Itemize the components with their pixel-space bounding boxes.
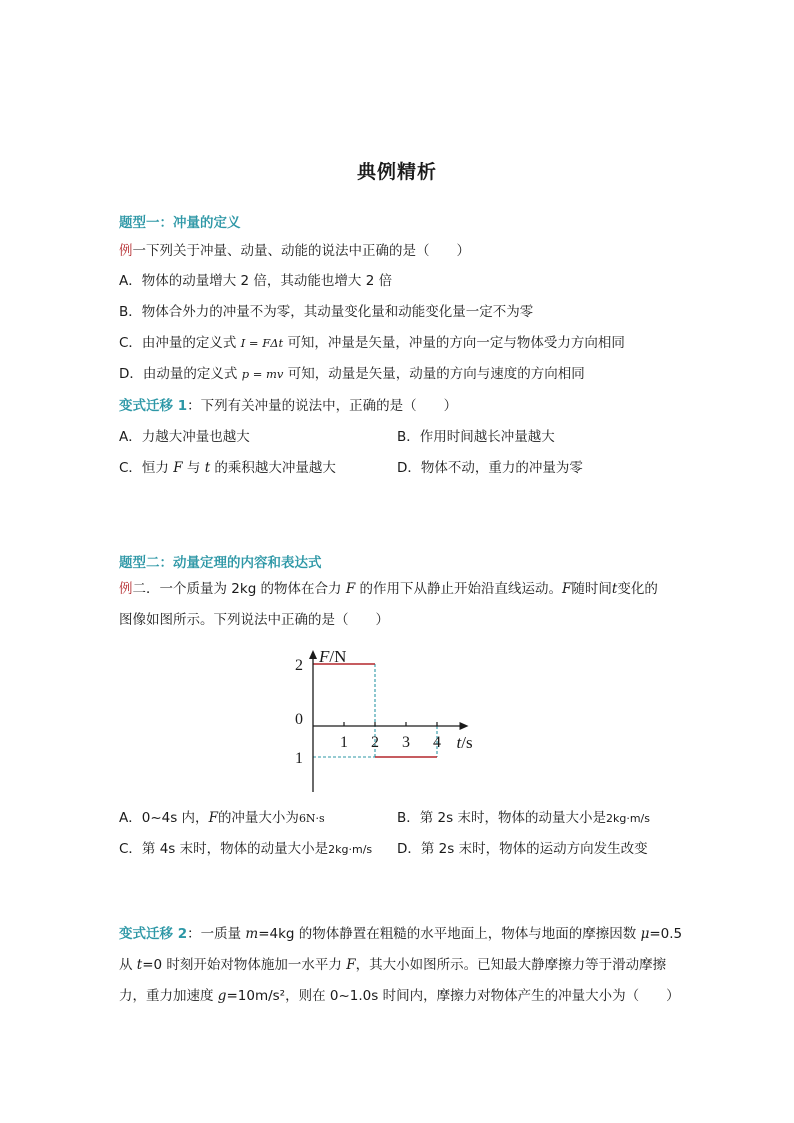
- x-tick-label-4: 4: [433, 734, 441, 751]
- variant1-option-b: B．作用时间越长冲量越大: [397, 429, 555, 445]
- x-tick-label-2: 2: [371, 734, 379, 751]
- variant1-question: [119, 396, 457, 416]
- momentum-formula: p = mv: [241, 367, 284, 381]
- v2-F: F: [346, 957, 356, 973]
- option-d-suffix: 可知，动量是矢量，动量的方向与速度的方向相同: [287, 366, 585, 382]
- ex2-text-a: 二．一个质量为 2kg 的物体在合力: [132, 581, 346, 597]
- example1-question: [119, 241, 470, 261]
- force-time-chart: [280, 640, 510, 800]
- v2-l2-b: =0 时刻开始对物体施加一水平力: [142, 957, 347, 973]
- y-tick-label-2: 2: [295, 657, 303, 674]
- ex2a-value: 6N·s: [298, 812, 325, 825]
- v2-l3-b: =10m/s²，则在 0~1.0s 时间内，摩擦力对物体产生的冲量大小为（ ）: [226, 988, 680, 1004]
- chart-labels: [295, 647, 473, 767]
- ex2a-F: F: [208, 810, 218, 826]
- v2-l2-c: ，其大小如图所示。已知最大静摩擦力等于滑动摩擦: [355, 957, 667, 973]
- x-tick-label-3: 3: [402, 734, 410, 751]
- example-marker: 例: [119, 581, 133, 597]
- example1-text: 一下列关于冲量、动量、动能的说法中正确的是（ ）: [132, 243, 470, 259]
- v1c-prefix: C．恒力: [119, 460, 174, 476]
- x-tick-label-1: 1: [340, 734, 348, 751]
- y-axis-arrow: [309, 650, 317, 659]
- ex2-text-c: 随时间: [571, 581, 612, 597]
- impulse-formula: I = FΔt: [240, 336, 284, 350]
- variant2-line2: [119, 955, 666, 975]
- example2-option-b: [397, 808, 650, 829]
- ex2-text-b: 的作用下从静止开始沿直线运动。: [355, 581, 563, 597]
- ex2c-prefix: C．第 4s 末时，物体的动量大小是: [119, 841, 329, 857]
- section1-heading: 题型一：冲量的定义: [119, 215, 241, 231]
- v2-mu: μ: [640, 926, 650, 942]
- v2-l3-a: 力，重力加速度: [119, 988, 218, 1004]
- example2-question-line1: [119, 579, 658, 599]
- v1c-t: t: [204, 460, 211, 476]
- ex2b-value: 2kg·m/s: [605, 812, 650, 825]
- page-title: 典例精析: [356, 161, 437, 183]
- v2-l1-a: ：一质量: [187, 926, 246, 942]
- example1-option-c: [119, 333, 625, 353]
- example2-option-a: [119, 808, 325, 829]
- variant2-label: 变式迁移 2: [119, 926, 188, 942]
- example2-option-d: D．第 2s 末时，物体的运动方向发生改变: [397, 841, 648, 857]
- variant1-text: ：下列有关冲量的说法中，正确的是（ ）: [187, 398, 458, 414]
- example2-option-c: [119, 839, 372, 860]
- example1-option-b: B．物体合外力的冲量不为零，其动量变化量和动能变化量一定不为零: [119, 304, 534, 320]
- v2-t: t: [136, 957, 143, 973]
- variant2-line3: [119, 986, 680, 1006]
- v2-l2-a: 从: [119, 957, 137, 973]
- variant2-line1: [119, 924, 682, 944]
- v1c-F: F: [173, 460, 183, 476]
- ex2-text-d: 变化的: [617, 581, 658, 597]
- ex2b-prefix: B．第 2s 末时，物体的动量大小是: [397, 810, 606, 826]
- origin-label: 0: [295, 711, 303, 728]
- section2-heading: 题型二：动量定理的内容和表达式: [119, 555, 322, 571]
- variant1-option-a: A．力越大冲量也越大: [119, 429, 250, 445]
- example-marker: 例: [119, 243, 133, 259]
- y-axis-label: F/N: [319, 647, 347, 666]
- x-axis-arrow: [460, 722, 469, 730]
- ex2c-value: 2kg·m/s: [328, 843, 373, 856]
- variant1-option-c: [119, 458, 336, 478]
- ex2-t: t: [611, 581, 618, 597]
- example1-option-d: [119, 364, 585, 384]
- variant1-option-d: D．物体不动，重力的冲量为零: [397, 460, 583, 476]
- option-c-suffix: 可知，冲量是矢量，冲量的方向一定与物体受力方向相同: [287, 335, 625, 351]
- v1c-mid: 与: [182, 460, 205, 476]
- v2-m: m: [245, 926, 259, 942]
- y-tick-label-1: 1: [295, 750, 303, 767]
- example2-question-line2: 图像如图所示。下列说法中正确的是（ ）: [119, 612, 389, 628]
- v2-l1-c: =0.5: [649, 926, 683, 942]
- v2-g: g: [217, 988, 227, 1004]
- chart-axes: [309, 650, 469, 792]
- option-d-prefix: D．由动量的定义式: [119, 366, 238, 382]
- example1-option-a: A．物体的动量增大 2 倍，其动能也增大 2 倍: [119, 273, 393, 289]
- ex2a-prefix: A．0~4s 内，: [119, 810, 209, 826]
- ex2-F: F: [345, 581, 356, 597]
- v2-l1-b: =4kg 的物体静置在粗糙的水平地面上，物体与地面的摩擦因数: [258, 926, 641, 942]
- variant1-label: 变式迁移 1: [119, 398, 188, 414]
- ex2a-mid: 的冲量大小为: [217, 810, 299, 826]
- x-axis-label: t/s: [456, 733, 473, 752]
- ex2-F2: F: [562, 581, 572, 597]
- v1c-suffix: 的乘积越大冲量越大: [210, 460, 336, 476]
- option-c-prefix: C．由冲量的定义式: [119, 335, 237, 351]
